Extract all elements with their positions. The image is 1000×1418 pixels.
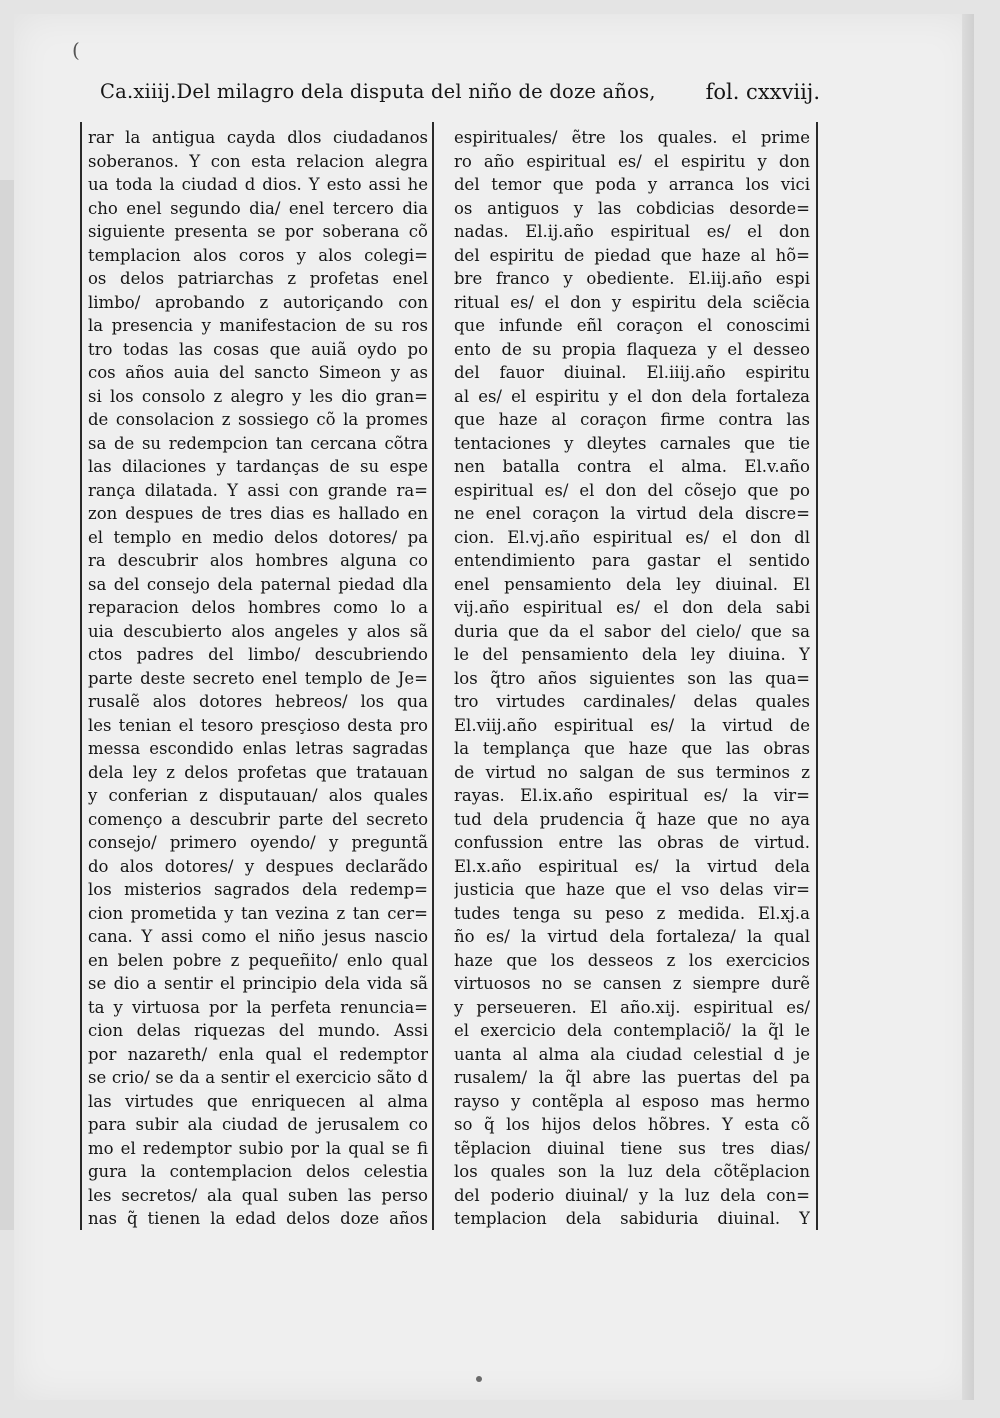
text-line: uia descubierto alos angeles y alos sã (88, 621, 428, 641)
page-right-edge (962, 14, 974, 1400)
text-line: ta y virtuosa por la perfeta renuncia= (88, 997, 428, 1017)
text-line: El.viij.año espiritual es/ la virtud de (454, 715, 810, 735)
text-line: mo el redemptor subio por la qual se fi (88, 1138, 428, 1158)
text-line: las virtudes que enriquecen al alma (88, 1091, 428, 1111)
text-line: nen batalla contra el alma. El.v.año (454, 457, 810, 476)
text-line: la presencia y manifestacion de su ros (88, 316, 428, 335)
text-line: cion prometida y tan vezina z tan cer= (88, 903, 428, 923)
text-line: se crio/ se da a sentir el exercicio sãto d (88, 1068, 428, 1087)
text-line: tro todas las cosas que auiã oydo po (88, 339, 428, 359)
right-text-column (446, 122, 818, 1230)
text-line: tro virtudes cardinales/ delas quales (454, 692, 810, 711)
text-line: tud dela prudencia q̃ haze que no aya (454, 809, 810, 829)
text-line: ño es/ la virtud dela fortaleza/ la qual (454, 927, 810, 946)
text-line: tentaciones y dleytes carnales que tie (454, 433, 810, 453)
text-line: consejo/ primero oyendo/ y preguntã (88, 833, 428, 852)
text-line: entendimiento para gastar el sentido (454, 551, 810, 570)
text-line: cana. Y assi como el niño jesus nascio (88, 927, 428, 946)
text-line: zon despues de tres dias es hallado en (88, 504, 428, 523)
text-line: ua toda la ciudad d dios. Y esto assi he (88, 175, 428, 194)
text-line: y conferian z disputauan/ alos quales (88, 786, 428, 805)
text-line: les tenian el tesoro presçioso desta pro (88, 715, 428, 735)
pencil-mark: ( (72, 38, 80, 62)
text-line: rança dilatada. Y assi con grande ra= (88, 480, 428, 500)
text-line: rar la antigua cayda dlos ciudadanos (88, 128, 428, 147)
text-line: que infunde eñl coraçon el conoscimi (454, 316, 810, 335)
text-line: limbo/ aprobando z autoriçando con (88, 292, 428, 312)
text-line: espiritual es/ el don del cõsejo que po (454, 480, 810, 500)
text-line: gura la contemplacion delos celestia (88, 1162, 428, 1181)
facing-page-edge (0, 180, 14, 1230)
text-line: del fauor diuinal. El.iiij.año espiritu (454, 363, 810, 382)
text-line: del poderio diuinal/ y la luz dela con= (454, 1185, 810, 1205)
text-line: les secretos/ ala qual suben las perso (88, 1185, 428, 1205)
text-line: los q̃tro años siguientes son las qua= (454, 668, 810, 688)
text-line: so q̃ los hijos delos hõbres. Y esta cõ (454, 1115, 810, 1134)
text-line: tẽplacion diuinal tiene sus tres dias/ (454, 1138, 810, 1158)
text-line: por nazareth/ enla qual el redemptor (88, 1044, 428, 1064)
text-line: justicia que haze que el vso delas vir= (454, 880, 810, 899)
text-line: uanta al alma ala ciudad celestial d je (454, 1044, 810, 1064)
text-line: ro año espiritual es/ el espiritu y don (454, 151, 810, 171)
text-line: se dio a sentir el principio dela vida sã (88, 974, 428, 993)
running-header (100, 76, 820, 116)
text-line: enel pensamiento dela ley diuinal. El (454, 574, 810, 594)
text-line: soberanos. Y con esta relacion alegra (88, 151, 428, 171)
text-line: duria que da el sabor del cielo/ que sa (454, 621, 810, 641)
text-line: para subir ala ciudad de jerusalem co (88, 1115, 428, 1134)
text-line: os antiguos y las cobdicias desorde= (454, 198, 810, 218)
text-line: haze que los desseos z los exercicios (454, 950, 810, 970)
text-line: en belen pobre z pequeñito/ enlo qual (88, 950, 428, 970)
text-line: do alos dotores/ y despues declarãdo (88, 856, 428, 876)
text-line: parte deste secreto enel templo de Je= (88, 668, 428, 688)
text-line: rusalẽ alos dotores hebreos/ los qua (88, 692, 428, 711)
text-line: rayso y contẽpla al esposo mas hermo (454, 1091, 810, 1111)
text-line: la templança que haze que las obras (454, 739, 810, 758)
text-line: siguiente presenta se por soberana cõ (88, 222, 428, 241)
folio-number: fol. cxxviij. (705, 80, 820, 104)
text-line: espirituales/ ẽtre los quales. el prime (454, 128, 810, 147)
text-line: ritual es/ el don y espiritu dela sciẽcia (454, 292, 810, 312)
text-line: ne enel coraçon la virtud dela discre= (454, 504, 810, 523)
text-line: ra descubrir alos hombres alguna co (88, 551, 428, 570)
text-line: nadas. El.ij.año espiritual es/ el don (454, 222, 810, 241)
text-line: ctos padres del limbo/ descubriendo (88, 645, 428, 664)
ink-spot (476, 1376, 482, 1382)
text-line: de consolacion z sossiego cõ la promes (88, 410, 428, 429)
text-line: cos años auia del sancto Simeon y as (88, 363, 428, 382)
text-line: al es/ el espiritu y el don dela fortaleza (454, 386, 810, 406)
text-line: messa escondido enlas letras sagradas (88, 739, 428, 758)
text-line: cion delas riquezas del mundo. Assi (88, 1021, 428, 1040)
text-line: del espiritu de piedad que haze al hõ= (454, 245, 810, 265)
text-line: si los consolo z alegro y les dio gran= (88, 386, 428, 406)
text-line: dela ley z delos profetas que tratauan (88, 762, 428, 782)
text-line: le del pensamiento dela ley diuina. Y (454, 645, 810, 664)
text-line: El.x.año espiritual es/ la virtud dela (454, 856, 810, 876)
text-line: virtuosos no se cansen z siempre durẽ (454, 974, 810, 993)
text-line: confussion entre las obras de virtud. (454, 833, 810, 852)
text-line: que haze al coraçon firme contra las (454, 410, 810, 429)
text-line: bre franco y obediente. El.iij.año espi (454, 269, 810, 288)
text-line: el exercicio dela contemplaciõ/ la q̃l le (454, 1021, 810, 1040)
text-line: templacion alos coros y alos colegi= (88, 245, 428, 265)
text-line: sa de su redempcion tan cercana cõtra (88, 433, 428, 453)
text-line: los quales son la luz dela cõtẽplacion (454, 1162, 810, 1181)
text-line: rusalem/ la q̃l abre las puertas del pa (454, 1068, 810, 1087)
text-line: nas q̃ tienen la edad delos doze años (88, 1209, 428, 1228)
text-line: tudes tenga su peso z medida. El.xj.a (454, 903, 810, 923)
text-line: os delos patriarchas z profetas enel (88, 269, 428, 288)
text-line: començo a descubrir parte del secreto (88, 809, 428, 829)
text-line: reparacion delos hombres como lo a (88, 598, 428, 617)
text-line: del temor que poda y arranca los vici (454, 175, 810, 194)
text-line: rayas. El.ix.año espiritual es/ la vir= (454, 786, 810, 805)
text-line: el templo en medio delos dotores/ pa (88, 527, 428, 547)
text-line: de virtud no salgan de sus terminos z (454, 762, 810, 782)
text-line: los misterios sagrados dela redemp= (88, 880, 428, 899)
text-line: sa del consejo dela paternal piedad dla (88, 574, 428, 594)
text-line: las dilaciones y tardanças de su espe (88, 457, 428, 476)
left-text-column (80, 122, 434, 1230)
text-line: ento de su propia flaqueza y el desseo (454, 339, 810, 359)
text-line: templacion dela sabiduria diuinal. Y (454, 1209, 810, 1228)
text-line: cho enel segundo dia/ enel tercero dia (88, 198, 428, 218)
text-line: vij.año espiritual es/ el don dela sabi (454, 598, 810, 617)
chapter-heading: Ca.xiiij.Del milagro dela disputa del niño de doze años, (100, 80, 656, 103)
text-line: y perseueren. El año.xij. espiritual es/ (454, 997, 810, 1017)
text-line: cion. El.vj.año espiritual es/ el don dl (454, 527, 810, 547)
